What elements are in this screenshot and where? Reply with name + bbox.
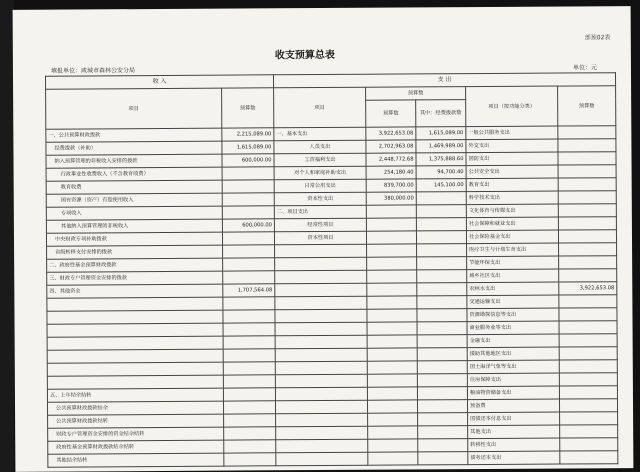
expense-item: 一、基本支出 xyxy=(274,127,366,141)
expense-item xyxy=(275,283,367,297)
income-amount xyxy=(222,206,274,219)
income-item: 政府性基金预算财政拨款结余结转 xyxy=(48,440,224,454)
income-item xyxy=(47,297,223,311)
income-item: 中央财政专项补助拨款 xyxy=(46,232,222,246)
income-amount xyxy=(223,336,275,349)
expense-funded xyxy=(417,400,467,413)
income-amount: 1,615,089.00 xyxy=(222,141,274,154)
function-budget xyxy=(558,217,616,230)
income-amount xyxy=(222,232,274,245)
income-item xyxy=(47,375,223,389)
expense-item xyxy=(275,335,367,349)
expense-item xyxy=(275,322,367,336)
function-budget xyxy=(559,360,617,373)
expense-funded xyxy=(416,231,466,244)
function-item: 国债还本付息支出 xyxy=(468,412,560,426)
expense-funded xyxy=(417,322,467,335)
function-item: 科学技术支出 xyxy=(466,191,558,205)
function-item: 公共安全支出 xyxy=(466,165,558,179)
income-item: 公共预算财政拨款结余 xyxy=(47,401,223,415)
function-budget xyxy=(559,373,617,386)
function-item: 文化体育与传媒支出 xyxy=(466,204,558,218)
expense-funded xyxy=(417,257,467,270)
header-row-2 xyxy=(46,86,616,102)
income-item xyxy=(47,323,223,337)
col-item-income: 项目 xyxy=(46,88,222,129)
expense-item: 人员支出 xyxy=(274,140,366,154)
expense-budget xyxy=(368,439,418,452)
col-func-item: 项目（按功能分类） xyxy=(466,86,558,127)
expense-budget xyxy=(368,413,418,426)
function-budget xyxy=(558,139,616,152)
function-item: 农林水支出 xyxy=(467,282,559,296)
function-budget xyxy=(558,126,616,139)
expense-budget xyxy=(367,322,417,335)
expense-funded: 145,100.00 xyxy=(416,179,466,192)
expense-item xyxy=(275,374,367,388)
expense-budget xyxy=(366,231,416,244)
income-amount xyxy=(223,297,275,310)
function-budget xyxy=(559,243,617,256)
function-item: 医疗卫生与计划生育支出 xyxy=(467,243,559,257)
function-item: 预备费 xyxy=(467,399,559,413)
expense-funded xyxy=(417,361,467,374)
expense-item xyxy=(275,296,367,310)
expense-item: 工资福利支出 xyxy=(274,153,366,167)
income-amount xyxy=(223,362,275,375)
expense-budget xyxy=(367,257,417,270)
income-amount xyxy=(223,245,275,258)
function-budget xyxy=(559,334,617,347)
income-item xyxy=(47,349,223,363)
function-budget xyxy=(559,399,617,412)
income-item: 行政事业性收费收入（不含教育收费） xyxy=(46,167,222,181)
table-body xyxy=(46,126,618,467)
income-item: 财政专户管理资金安排的资金结余结转 xyxy=(48,427,224,441)
expense-item xyxy=(275,257,367,271)
expense-budget xyxy=(367,270,417,283)
function-budget xyxy=(558,165,616,178)
expense-funded xyxy=(417,283,467,296)
income-amount: 2,215,089.00 xyxy=(222,128,274,141)
income-amount xyxy=(224,427,276,440)
function-budget xyxy=(559,256,617,269)
expense-funded: 1,615,089.00 xyxy=(416,127,466,140)
expense-funded xyxy=(417,244,467,257)
expense-funded xyxy=(417,296,467,309)
function-item: 教育支出 xyxy=(466,178,558,192)
income-amount xyxy=(223,388,275,401)
expense-item: 资本性支出 xyxy=(274,192,366,206)
expense-item xyxy=(275,387,367,401)
function-budget xyxy=(560,438,618,451)
form-code: 部预02表 xyxy=(584,34,611,42)
expense-budget xyxy=(367,309,417,322)
expense-budget xyxy=(367,244,417,257)
income-amount xyxy=(223,258,275,271)
income-item: 其他纳入预算管理的非税收入 xyxy=(46,219,222,233)
function-budget xyxy=(559,347,617,360)
income-amount xyxy=(222,167,274,180)
expense-item xyxy=(275,270,367,284)
function-budget xyxy=(559,386,617,399)
income-item: 一、公共预算财政拨款 xyxy=(46,128,222,142)
expense-item xyxy=(275,244,367,258)
income-item xyxy=(47,310,223,324)
expense-budget xyxy=(367,296,417,309)
document-sheet xyxy=(13,6,634,472)
expense-item: 经常性项目 xyxy=(274,218,366,232)
income-amount: 600,000.00 xyxy=(222,219,274,232)
function-item: 交通运输支出 xyxy=(467,295,559,309)
function-item: 国土海洋气象等支出 xyxy=(467,360,559,374)
function-budget xyxy=(558,191,616,204)
expense-item xyxy=(276,426,368,440)
expense-item xyxy=(275,400,367,414)
expense-item xyxy=(275,361,367,375)
income-item: 二、政府性基金预算财政拨款 xyxy=(47,258,223,272)
function-item: 国防支出 xyxy=(466,152,558,166)
expense-item: 资本性项目 xyxy=(274,231,366,245)
function-budget: 3,922,653.08 xyxy=(559,282,617,295)
currency-unit: 单位：元 xyxy=(572,64,597,72)
expense-item: 日常公用支出 xyxy=(274,179,366,193)
expense-budget: 839,700.00 xyxy=(366,179,416,192)
income-item: 经费拨款（补助） xyxy=(46,141,222,155)
income-amount xyxy=(223,323,275,336)
page-title: 收支预算总表 xyxy=(274,49,335,62)
expense-item xyxy=(276,413,368,427)
income-amount xyxy=(223,271,275,284)
income-amount xyxy=(224,414,276,427)
col-item-expense: 项目 xyxy=(274,87,366,128)
function-item: 金融支出 xyxy=(467,334,559,348)
function-budget xyxy=(558,152,616,165)
income-amount xyxy=(222,180,274,193)
expense-funded xyxy=(416,205,466,218)
expense-funded: 94,700.40 xyxy=(416,166,466,179)
income-item: 省级转移支付安排的拨款 xyxy=(47,245,223,259)
income-amount xyxy=(223,401,275,414)
function-budget xyxy=(560,412,618,425)
expense-budget xyxy=(367,361,417,374)
expense-funded xyxy=(417,387,467,400)
expense-budget: 2,702,963.08 xyxy=(366,140,416,153)
function-item: 城乡社区支出 xyxy=(467,269,559,283)
col-budget-income: 预算数 xyxy=(222,88,274,128)
income-item: 公共预算财政拨款结转 xyxy=(48,414,224,428)
reporting-unit: 填报单位：咸城市森林公安分局 xyxy=(50,67,136,75)
expense-funded xyxy=(417,348,467,361)
scan-edge xyxy=(0,0,14,472)
function-budget xyxy=(559,295,617,308)
function-budget xyxy=(559,308,617,321)
income-item: 四、其他资金 xyxy=(47,284,223,298)
expense-funded xyxy=(417,335,467,348)
income-item: 国有资源（资产）有偿使用收入 xyxy=(46,193,222,207)
income-item xyxy=(47,362,223,376)
function-item: 外交支出 xyxy=(466,139,558,153)
income-amount xyxy=(223,349,275,362)
function-item: 社会保障和就业支出 xyxy=(466,217,558,231)
table-row xyxy=(48,451,618,467)
expense-budget: 254,180.40 xyxy=(366,166,416,179)
income-amount xyxy=(223,310,275,323)
expense-item: 二、项目支出 xyxy=(274,205,366,219)
function-item: 节能环保支出 xyxy=(467,256,559,270)
expense-budget xyxy=(366,205,416,218)
expense-funded xyxy=(418,426,468,439)
income-item: 五、上年结余结转 xyxy=(47,388,223,402)
col-of-which: 其中：经费拨款数 xyxy=(416,100,466,127)
function-item: 社会保险基金支出 xyxy=(466,230,558,244)
function-item: 援助其他地区支出 xyxy=(467,347,559,361)
function-item: 住房保障支出 xyxy=(467,373,559,387)
function-item: 债务还本支出 xyxy=(468,451,560,465)
col-budget-group: 预算数 xyxy=(366,87,466,101)
function-budget xyxy=(560,451,618,464)
col-budget-total: 预算数 xyxy=(366,100,416,127)
expense-funded xyxy=(418,439,468,452)
income-header: 收 入 xyxy=(46,75,274,89)
expense-budget xyxy=(367,374,417,387)
expense-funded: 1,469,989.00 xyxy=(416,140,466,153)
function-item: 商业服务业等支出 xyxy=(467,321,559,335)
expense-budget xyxy=(367,387,417,400)
budget-table xyxy=(45,72,618,467)
expense-budget: 380,000.00 xyxy=(366,192,416,205)
expense-budget: 2,448,772.68 xyxy=(366,153,416,166)
expense-funded xyxy=(417,270,467,283)
expense-budget xyxy=(367,348,417,361)
expense-budget xyxy=(367,283,417,296)
expense-budget xyxy=(367,335,417,348)
function-budget xyxy=(558,230,616,243)
function-item: 一般公共服务支出 xyxy=(466,126,558,140)
income-amount xyxy=(223,375,275,388)
income-item: 三、财政专户管理资金安排的拨款 xyxy=(47,271,223,285)
function-budget xyxy=(559,269,617,282)
function-item: 粮油物资储备支出 xyxy=(467,386,559,400)
income-amount xyxy=(222,193,274,206)
expense-item xyxy=(275,309,367,323)
expense-header: 支 出 xyxy=(273,73,615,88)
income-item: 专项收入 xyxy=(46,206,222,220)
expense-item xyxy=(276,439,368,453)
expense-budget xyxy=(367,400,417,413)
function-budget xyxy=(559,321,617,334)
income-item: 教育收费 xyxy=(46,180,222,194)
income-amount: 1,707,564.08 xyxy=(223,284,275,297)
expense-funded xyxy=(418,452,468,465)
expense-budget xyxy=(368,452,418,465)
expense-funded xyxy=(416,218,466,231)
function-item: 转移性支出 xyxy=(468,438,560,452)
expense-item xyxy=(275,348,367,362)
expense-funded xyxy=(418,413,468,426)
income-item: 纳入预算管理的非税收入安排的拨款 xyxy=(46,154,222,168)
income-amount xyxy=(224,440,276,453)
expense-funded xyxy=(416,192,466,205)
income-amount xyxy=(224,453,276,466)
col-func-budget: 预算数 xyxy=(558,86,616,126)
expense-funded xyxy=(417,309,467,322)
expense-budget xyxy=(368,426,418,439)
function-budget xyxy=(558,204,616,217)
income-item xyxy=(47,336,223,350)
function-budget xyxy=(560,425,618,438)
function-budget xyxy=(558,178,616,191)
expense-budget: 3,922,653.08 xyxy=(366,127,416,140)
function-item: 资源勘探信息等支出 xyxy=(467,308,559,322)
expense-funded: 1,375,888.60 xyxy=(416,153,466,166)
function-item: 其他支出 xyxy=(468,425,560,439)
income-amount: 600,000.00 xyxy=(222,154,274,167)
expense-budget xyxy=(366,218,416,231)
expense-funded xyxy=(417,374,467,387)
expense-item xyxy=(276,452,368,466)
expense-item: 对个人和家庭补助支出 xyxy=(274,166,366,180)
income-item: 其他结余结转 xyxy=(48,453,224,467)
